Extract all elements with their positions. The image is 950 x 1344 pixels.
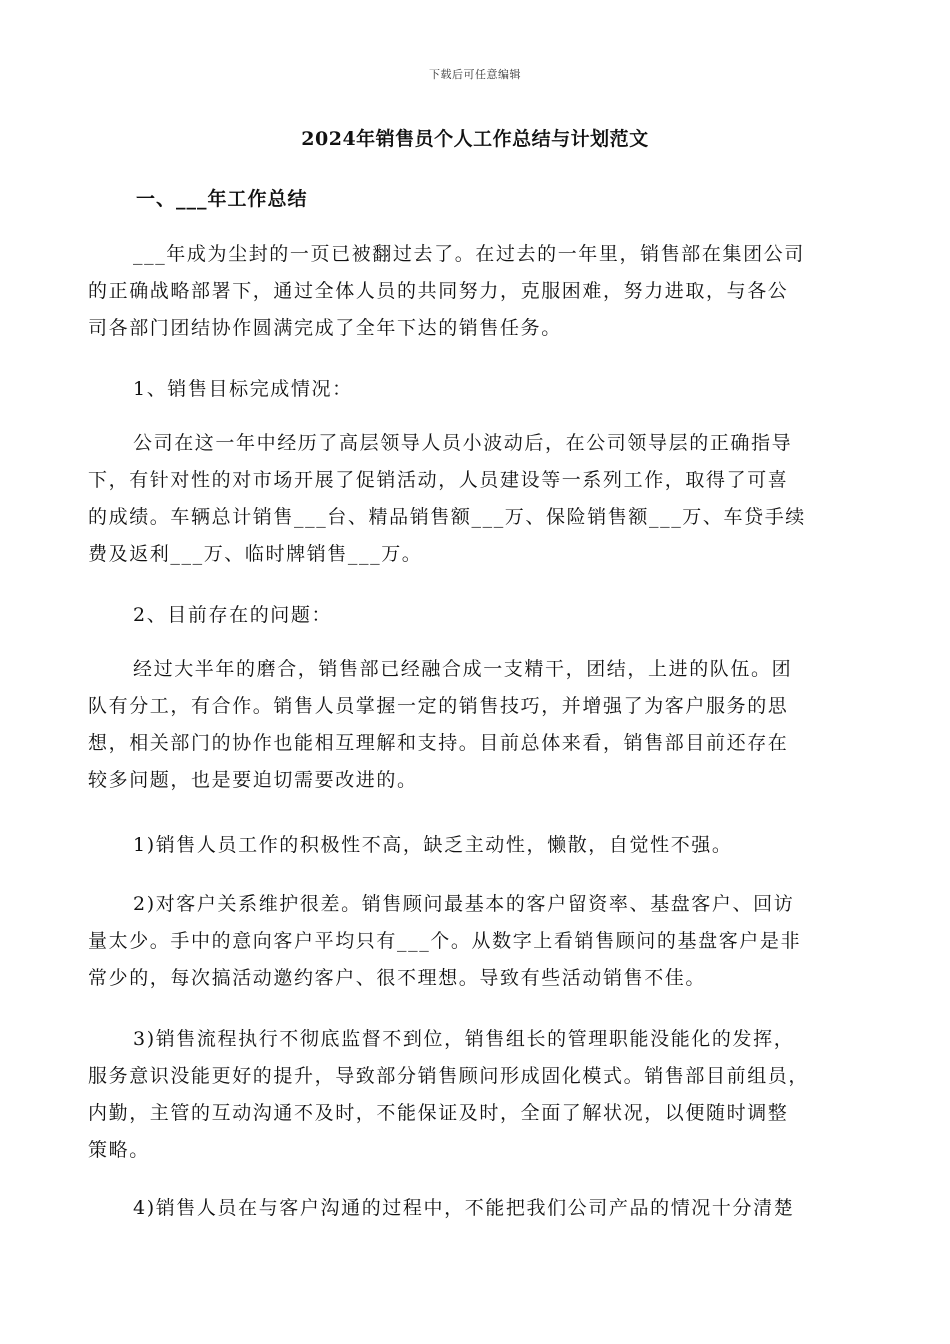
paragraph-line: 公司在这一年中经历了高层领导人员小波动后，在公司领导层的正确指导 [133,432,793,454]
point-3 [88,1021,860,1169]
document-title: 2024年销售员个人工作总结与计划范文 [301,128,649,150]
paragraph-line: 费及返利___万、临时牌销售___万。 [88,543,423,565]
paragraph-line: 的成绩。车辆总计销售___台、精品销售额___万、保险销售额___万、车贷手续 [88,506,806,528]
subsection-heading-1 [88,371,860,408]
paragraph-line: 内勤，主管的互动沟通不及时，不能保证及时，全面了解状况，以便随时调整 [88,1102,789,1124]
subsection-heading-text: 1、销售目标完成情况： [133,378,353,400]
paragraph-line: 1)销售人员工作的积极性不高，缺乏主动性，懒散，自觉性不强。 [133,834,733,856]
paragraph-line: 经过大半年的磨合，销售部已经融合成一支精干，团结，上进的队伍。团 [133,658,793,680]
paragraph-line: 常少的，每次搞活动邀约客户、很不理想。导致有些活动销售不佳。 [88,967,707,989]
point-2 [88,886,860,997]
paragraph-line: ___年成为尘封的一页已被翻过去了。在过去的一年里，销售部在集团公司 [133,243,805,265]
header-note: 下载后可任意编辑 [429,68,521,81]
subsection-heading-2 [88,597,860,634]
paragraph-line: 2)对客户关系维护很差。销售顾问最基本的客户留资率、基盘客户、回访 [133,893,795,915]
subsection-heading-text: 2、目前存在的问题： [133,604,333,626]
paragraph-line: 较多问题，也是要迫切需要改进的。 [88,769,418,791]
section-heading: 一、___年工作总结 [136,188,308,210]
paragraph-line: 司各部门团结协作圆满完成了全年下达的销售任务。 [88,317,562,339]
paragraph-3 [88,651,860,799]
paragraph-line: 策略。 [88,1139,150,1161]
paragraph-line: 队有分工，有合作。销售人员掌握一定的销售技巧，并增强了为客户服务的思 [88,695,789,717]
paragraph-line: 下，有针对性的对市场开展了促销活动，人员建设等一系列工作，取得了可喜 [88,469,789,491]
paragraph-1 [88,236,860,347]
paragraph-line: 量太少。手中的意向客户平均只有___个。从数字上看销售顾问的基盘客户是非 [88,930,802,952]
point-1 [88,827,860,864]
paragraph-line: 想，相关部门的协作也能相互理解和支持。目前总体来看，销售部目前还存在 [88,732,789,754]
paragraph-line: 服务意识没能更好的提升，导致部分销售顾问形成固化模式。销售部目前组员， [88,1065,810,1087]
paragraph-line: 3)销售流程执行不彻底监督不到位，销售组长的管理职能没能化的发挥， [133,1028,795,1050]
paragraph-line: 的正确战略部署下，通过全体人员的共同努力，克服困难，努力进取，与各公 [88,280,789,302]
point-4 [88,1190,860,1227]
paragraph-2 [88,425,860,573]
paragraph-line: 4)销售人员在与客户沟通的过程中，不能把我们公司产品的情况十分清楚 [133,1197,795,1219]
